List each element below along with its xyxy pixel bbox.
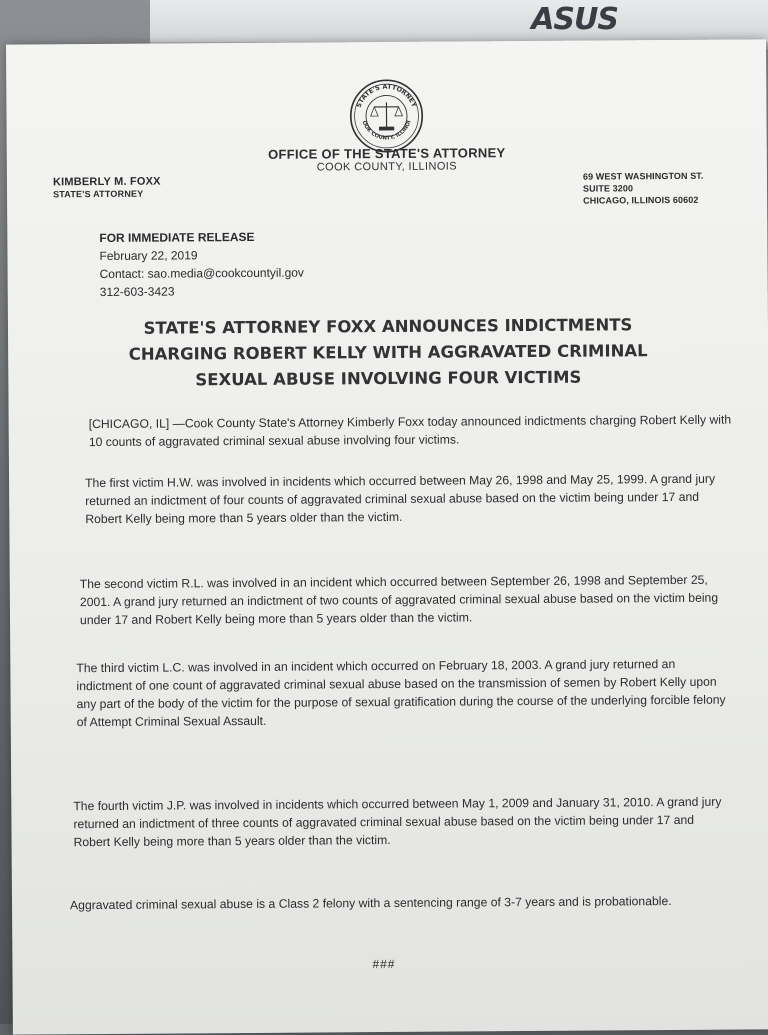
body-paragraph: The second victim R.L. was involved in an incident which occurred between September 26, 1998 and September 25, 2001. A grand jury returned an indictment of two counts of aggravated criminal sexual abuse based on the victim being under 17 and Robert Kelly being more than 5 years older than the victim.: [80, 571, 726, 630]
laptop-brand-logo: ASUS: [531, 2, 618, 37]
body-paragraph: The first victim H.W. was involved in incidents which occurred between May 26, 1998 and May 25, 1999. A grand jury returned an indictment of four counts of aggravated criminal sexual abuse based on the victim being under 17 and Robert Kelly being more than 5 years older than the victim.: [85, 470, 731, 529]
headline-line: CHARGING ROBERT KELLY WITH AGGRAVATED CRIMINAL: [68, 338, 708, 368]
release-contact: Contact: sao.media@cookcountyil.gov: [100, 264, 304, 283]
address-line: CHICAGO, ILLINOIS 60602: [583, 194, 704, 207]
release-date: February 22, 2019: [99, 246, 303, 265]
office-subtitle: COOK COUNTY, ILLINOIS: [7, 158, 767, 175]
body-paragraph: [CHICAGO, IL] —Cook County State's Attorney Kimberly Foxx today announced indictments charging Robert Kelly with 10 counts of aggravated criminal sexual abuse involving four victims.: [89, 411, 735, 452]
office-title: OFFICE OF THE STATE'S ATTORNEY: [7, 143, 767, 163]
headline-line: STATE'S ATTORNEY FOXX ANNOUNCES INDICTMENTS: [68, 312, 708, 342]
headline: [68, 312, 709, 394]
attorney-block: [53, 176, 161, 200]
headline-line: SEXUAL ABUSE INVOLVING FOUR VICTIMS: [68, 364, 708, 394]
state-attorney-seal-icon: [348, 78, 425, 155]
release-info: [99, 228, 304, 301]
press-release-page: [6, 39, 768, 1034]
body-paragraph: Aggravated criminal sexual abuse is a Class 2 felony with a sentencing range of 3-7 years and is probationable.: [70, 892, 734, 915]
address-line: 69 WEST WASHINGTON ST.: [583, 170, 704, 183]
office-address: [583, 170, 704, 207]
address-line: SUITE 3200: [583, 182, 704, 195]
end-mark: ###: [372, 957, 395, 971]
release-phone: 312-603-3423: [100, 282, 304, 301]
attorney-name: KIMBERLY M. FOXX: [53, 176, 161, 189]
body-paragraph: The fourth victim J.P. was involved in incidents which occurred between May 1, 2009 and January 31, 2010. A grand jury returned an indictment of three counts of aggravated criminal sexual abuse based on the victim being under 17 and Robert Kelly being more than 5 years older than the victim.: [73, 793, 731, 852]
body-paragraph: The third victim L.C. was involved in an incident which occurred on February 18, 2003. A grand jury returned an indictment of one count of aggravated criminal sexual abuse based on the transmission of semen by Robert Kelly upon any part of the body of the victim for the purpose of sexual gratification during the course of the underlying forcible felony of Attempt Criminal Sexual Assault.: [76, 655, 726, 732]
release-label: FOR IMMEDIATE RELEASE: [99, 228, 303, 247]
attorney-title: STATE'S ATTORNEY: [53, 189, 161, 200]
seal-bottom-text: COOK COUNTY, ILLINOIS: [348, 78, 412, 142]
seal-top-text: STATE'S ATTORNEY: [355, 82, 419, 109]
